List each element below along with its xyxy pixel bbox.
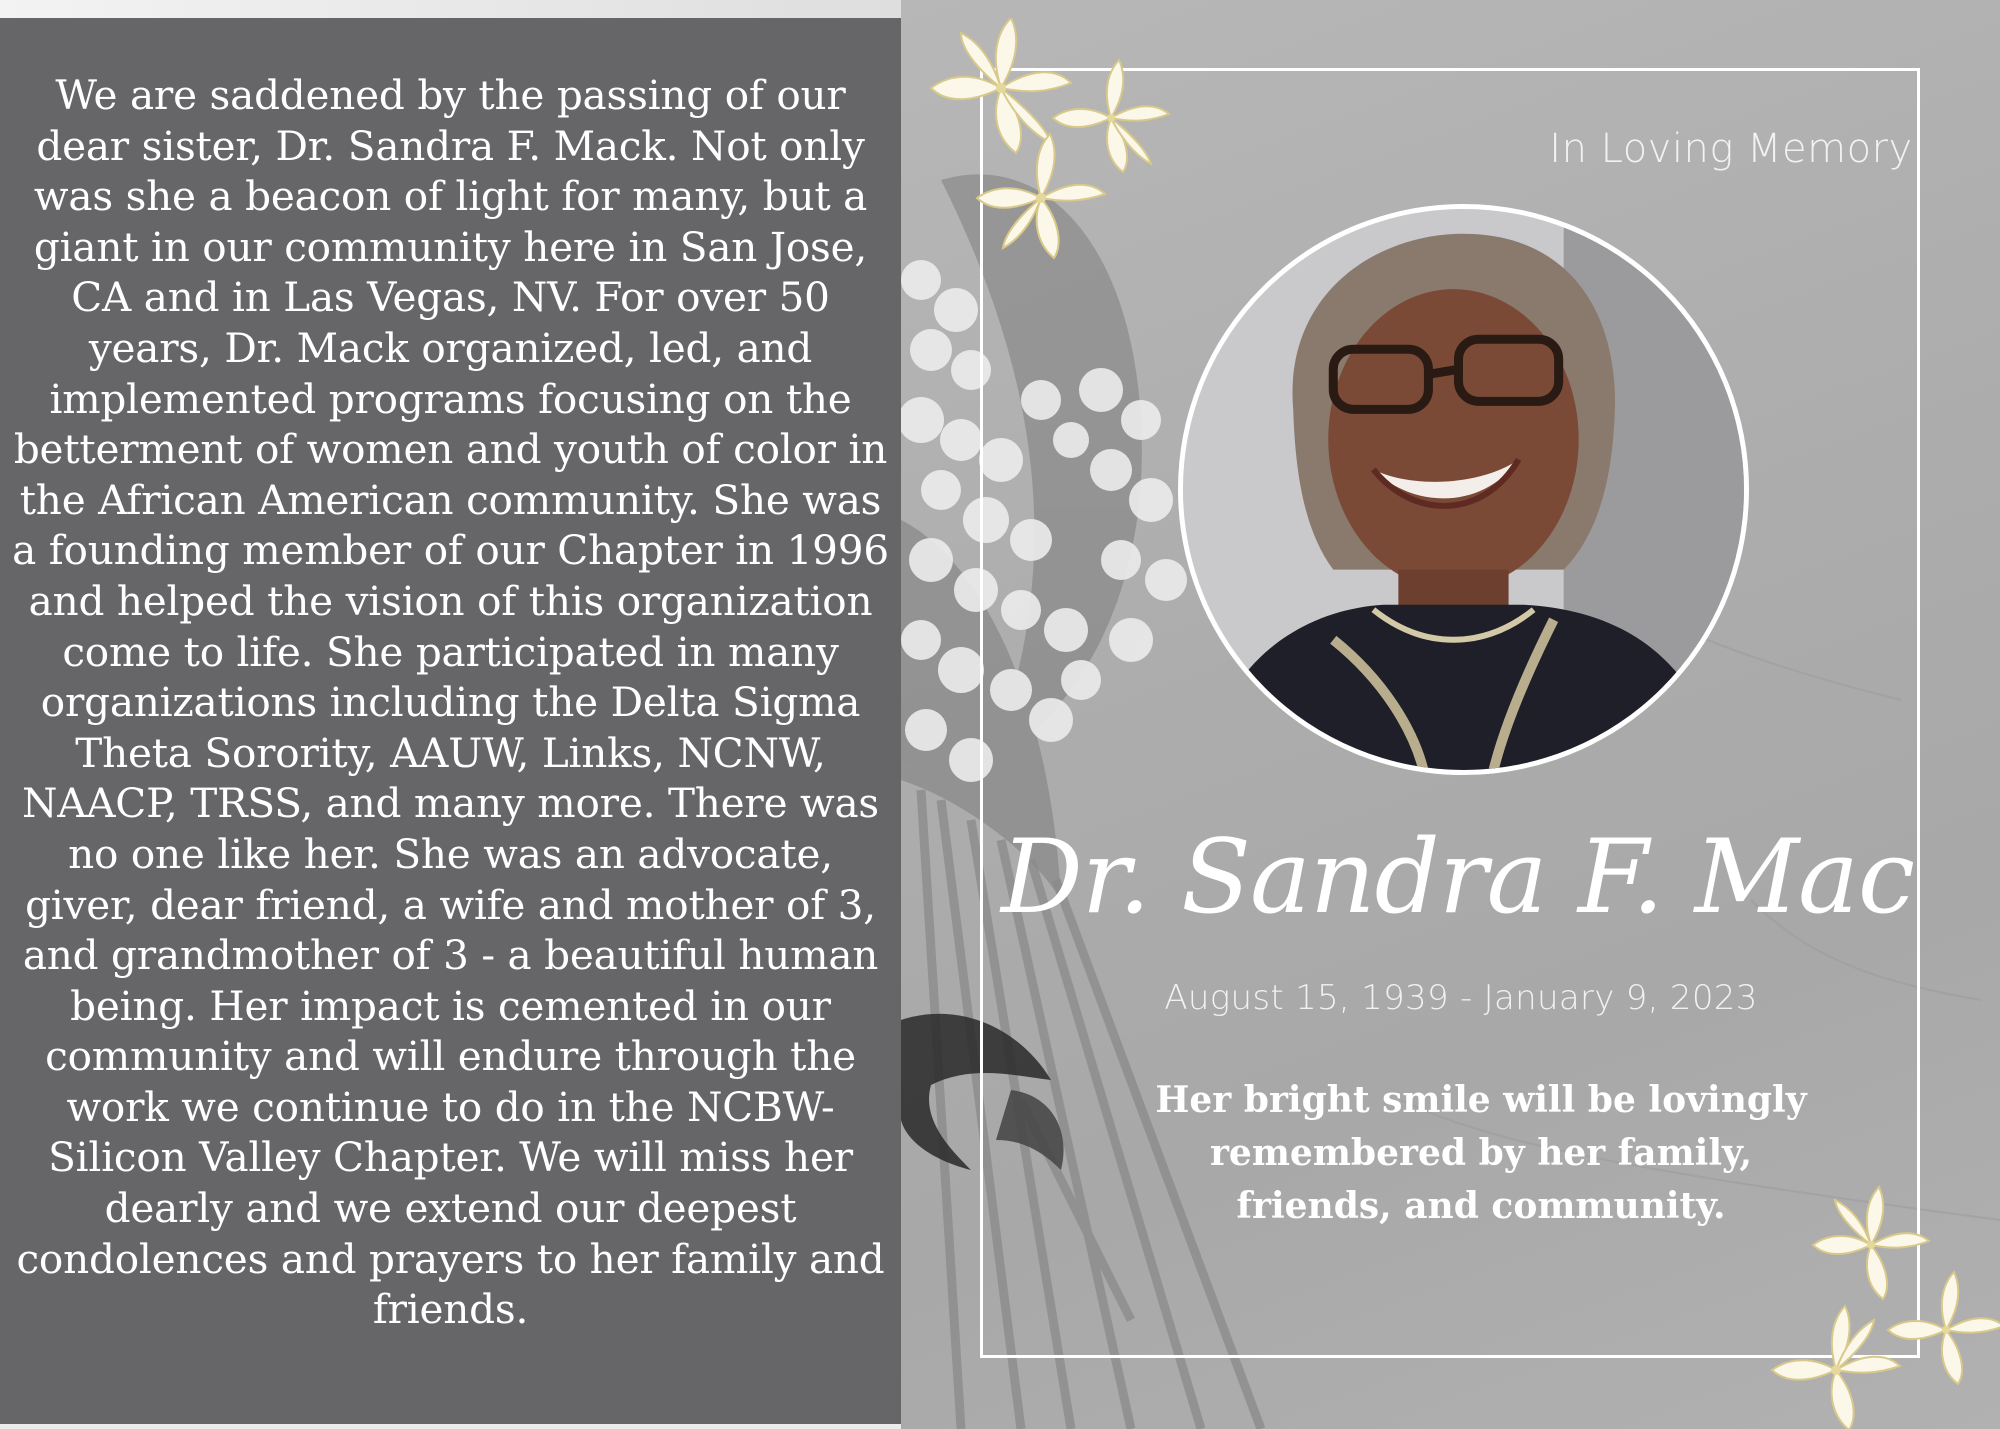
portrait-illustration xyxy=(1183,209,1744,770)
portrait-photo xyxy=(1178,204,1749,775)
tribute-panel xyxy=(0,18,901,1424)
in-loving-memory-heading: In Loving Memory xyxy=(1549,126,1913,172)
life-dates: August 15, 1939 - January 9, 2023 xyxy=(1164,978,1758,1018)
lily-cluster-bottom-icon xyxy=(1756,1180,2000,1429)
deceased-name: Dr. Sandra F. Mac xyxy=(1001,818,1914,937)
tribute-text: We are saddened by the passing of our dear sister, Dr. Sandra F. Mack. Not only was she a beacon of light for many, but a giant in our community here in San Jose, CA and in Las Vegas, NV. For over 50 years, Dr. Mack organized, led, and implemented programs focusing on the betterment of women and youth of color in the African American community. She was a founding member of our Chapter in 1996 and helped the vision of this organization come to life. She participated in many organizations including the Delta Sigma Theta Sorority, AAUW, Links, NCNW, NAACP, TRSS, and many more. There was no one like her. She was an advocate, giver, dear friend, a wife and mother of 3, and grandmother of 3 - a beautiful human being. Her impact is cemented in our community and will endure through the work we continue to do in the NCBW-Silicon Valley Chapter. We will miss her dearly and we extend our deepest condolences and prayers to her family and friends. xyxy=(12,71,889,1334)
lily-cluster-top-icon xyxy=(921,18,1191,288)
remembrance-text: Her bright smile will be lovingly remembered by her family, friends, and community. xyxy=(1155,1079,1807,1227)
memorial-panel xyxy=(901,0,2000,1429)
top-strip xyxy=(0,0,901,18)
